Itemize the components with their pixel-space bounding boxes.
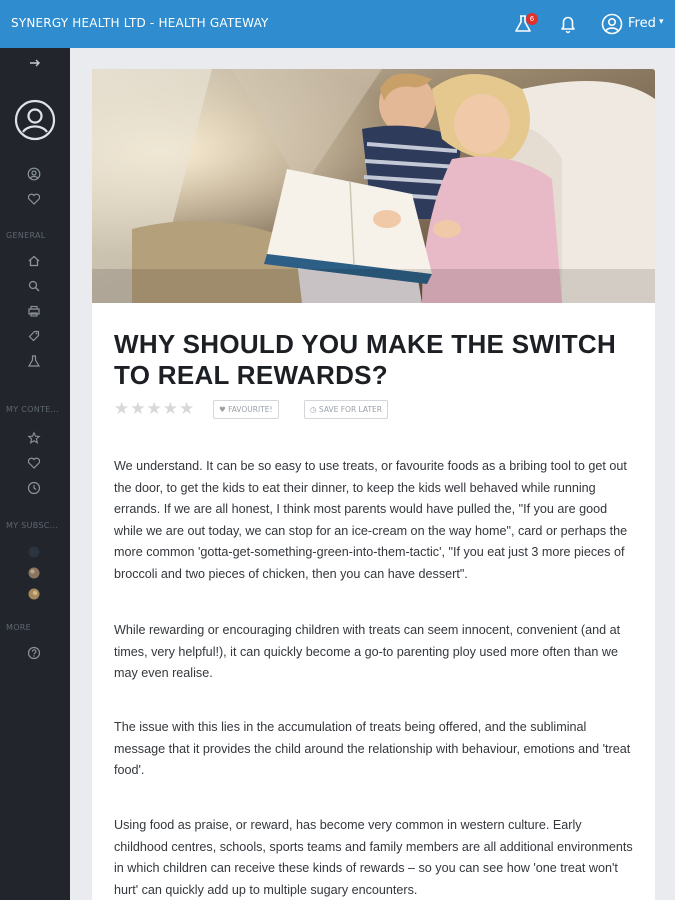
tag-icon[interactable] (27, 329, 41, 343)
rating-stars[interactable]: ★★★★★ (114, 399, 196, 419)
user-avatar-icon[interactable] (601, 13, 623, 35)
article-title: WHY SHOULD YOU MAKE THE SWITCH TO REAL REWARDS? (114, 329, 617, 390)
print-icon[interactable] (27, 304, 41, 318)
article-paragraph: While rewarding or encouraging children with treats can seem innocent, convenient (and at times, very helpful!), it can quickly become a go-to parenting ploy used more often than we may even realise. (114, 623, 621, 680)
user-menu-caret[interactable]: ▾ (659, 17, 664, 27)
article-card (92, 69, 655, 900)
help-icon[interactable] (27, 646, 41, 660)
article-paragraph: We understand. It can be so easy to use treats, or favourite foods as a bribing tool to get out the door, to get the kids to eat their dinner, to keep the kids well behaved while running errands. If we are all honest, I think most parents would have pulled the, "If you are good while we are out today, we can stop for an ice-cream on the way home", card or perhaps the more common 'gotta-get-something-green-into-them-tactic', "If you eat just 3 more pieces of broccoli and two pieces of chicken, then you can have dessert". (114, 459, 628, 581)
search-icon[interactable] (27, 279, 41, 293)
user-circle-icon[interactable] (27, 167, 41, 181)
favourite-button[interactable]: ♥ FAVOURITE! (213, 400, 279, 419)
article-paragraph: Using food as praise, or reward, has become very common in western culture. Early childhood centres, schools, sports teams and family members are all additional environments in which children can receive these kinds of rewards – so you can see how 'one treat won't hurt' can quickly add up to multiple sugary encounters. (114, 818, 633, 897)
subscription-thumbnail-2[interactable] (27, 566, 41, 580)
sidebar-section-my-subscriptions: MY SUBSC... (6, 521, 59, 530)
bell-icon[interactable] (557, 13, 579, 35)
star-icon[interactable] (27, 431, 41, 445)
heart-pulse-icon[interactable] (27, 192, 41, 206)
heart-outline-icon[interactable] (27, 456, 41, 470)
clock-icon[interactable] (27, 481, 41, 495)
notification-badge: 6 (526, 13, 538, 25)
subscription-thumbnail-3[interactable] (27, 587, 41, 601)
article-paragraph: The issue with this lies in the accumulation of treats being offered, and the subliminal message that it provides the child around the relationship with behaviour, emotions and 'treat food'. (114, 720, 631, 777)
home-icon[interactable] (27, 254, 41, 268)
arrow-right-icon[interactable] (28, 56, 42, 70)
flask-icon[interactable] (27, 354, 41, 368)
subscription-thumbnail-1[interactable] (27, 545, 41, 559)
sidebar-section-more: MORE (6, 623, 32, 632)
profile-avatar-icon[interactable] (14, 99, 56, 141)
sidebar-section-general: GENERAL (6, 231, 46, 240)
save-for-later-button[interactable]: ◷ SAVE FOR LATER (304, 400, 388, 419)
sidebar (0, 48, 70, 900)
top-bar (0, 0, 675, 48)
sidebar-section-my-content: MY CONTE... (6, 405, 60, 414)
app-title: SYNERGY HEALTH LTD - HEALTH GATEWAY (11, 16, 269, 30)
hero-image (92, 69, 655, 303)
user-name[interactable]: Fred (628, 16, 656, 31)
